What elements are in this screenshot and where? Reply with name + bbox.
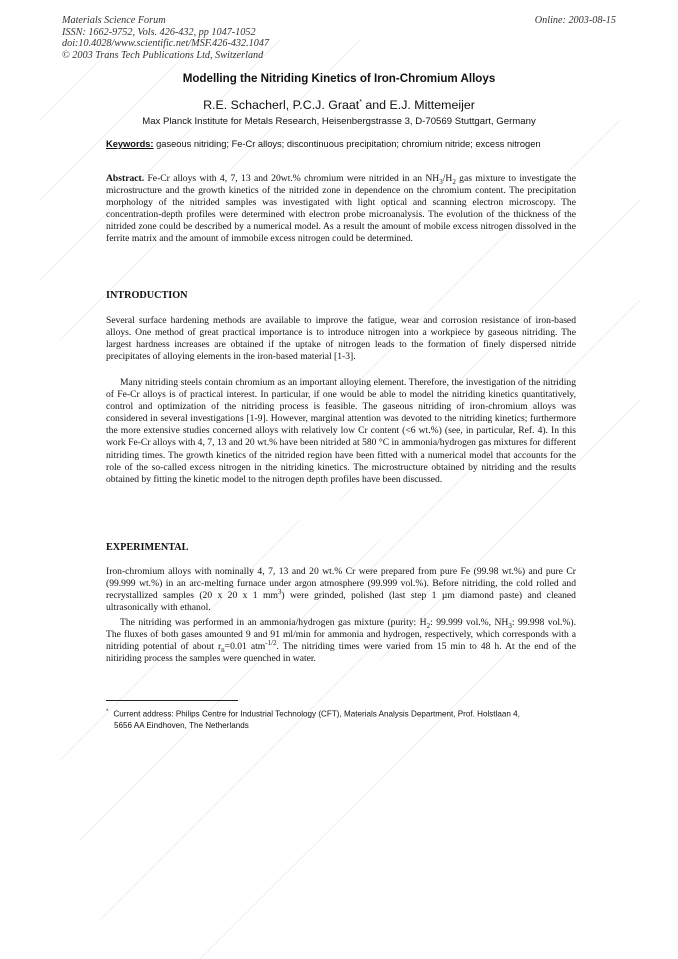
paper-title: Modelling the Nitriding Kinetics of Iron-Chromium Alloys bbox=[182, 72, 496, 85]
author-names: R.E. Schacherl, P.C.J. Graat bbox=[203, 98, 360, 112]
journal-name: Materials Science Forum bbox=[62, 15, 166, 26]
abstract-sub-1: 3 bbox=[439, 177, 443, 186]
footnote-line-2: 5656 AA Eindhoven, The Netherlands bbox=[114, 720, 249, 730]
introduction-heading: INTRODUCTION bbox=[106, 290, 188, 301]
exp2-text-c: : 99.998 vol.%). The fluxes of both gases amounted 9 and 91 ml/min for ammonia and hydrogen, respectively, which corresponds with a nitriding potential of about r bbox=[106, 617, 576, 653]
abstract-label: Abstract. bbox=[106, 173, 145, 184]
footnote-line-1: Current address: Philips Centre for Industrial Technology (CFT), Materials Analysis Department, Prof. Holstlaan 4, bbox=[113, 709, 520, 719]
author-list bbox=[0, 98, 678, 112]
footnote bbox=[106, 707, 576, 731]
keywords-block bbox=[106, 138, 576, 150]
exp1-text-a: Iron-chromium alloys with nominally 4, 7, 13 and 20 wt.% Cr were prepared from pure Fe (99.98 wt.%) and pure Cr (99.999 wt.%) in an arc-melting furnace under argon atmosphere (99.999 vol.%). Before nitriding, the cold rolled and recrystallized samples (20 x 20 x 1 mm bbox=[106, 566, 576, 602]
experimental-paragraph-1 bbox=[106, 566, 576, 614]
footnote-divider bbox=[106, 700, 238, 701]
author-footnote-mark: * bbox=[359, 98, 362, 106]
copyright-line: © 2003 Trans Tech Publications Ltd, Switzerland bbox=[62, 49, 264, 61]
keywords-text: gaseous nitriding; Fe-Cr alloys; discontinuous precipitation; chromium nitride; excess nitrogen bbox=[153, 139, 541, 149]
introduction-paragraph-1: Several surface hardening methods are available to improve the fatigue, wear and corrosion resistance of iron-based alloys. One method of great practical importance is to introduce nitrogen into a workpiece by gaseous nitriding. The largest hardness increases are obtained if the uptake of nitrogen leads to the formation of finely dispersed nitride precipitates of alloying elements in the iron-based material [1-3]. bbox=[106, 315, 576, 363]
online-date: Online: 2003-08-15 bbox=[534, 15, 616, 26]
exp2-sub-3: n bbox=[221, 646, 225, 655]
exp2-sub-1: 2 bbox=[426, 621, 431, 630]
abstract-text-1: Fe-Cr alloys with 4, 7, 13 and 20wt.% chromium were nitrided in an NH bbox=[144, 173, 440, 184]
abstract-text-2: /H bbox=[442, 173, 453, 184]
experimental-heading: EXPERIMENTAL bbox=[106, 542, 189, 553]
abstract bbox=[106, 173, 576, 246]
affiliation: Max Planck Institute for Metals Research, Heisenbergstrasse 3, D-70569 Stuttgart, Germany bbox=[142, 116, 536, 127]
author-names-rest: and E.J. Mittemeijer bbox=[361, 98, 475, 112]
abstract-text-3: gas mixture to investigate the microstructure and the growth kinetics of the nitrided zone in dependence on the chromium content. The precipitation morphology of the nitrided samples was investigated with light optical and scanning electron microscopy. The concentration-depth profiles were determined with electron probe microanalysis. The evolution of the thickness of the nitrided zone could be described by a numerical model. As a result the amount of mobile excess nitrogen dissolved in the ferrite matrix and the amount of immobile excess nitrogen could be determined. bbox=[106, 173, 576, 245]
exp1-sup: 3 bbox=[277, 588, 282, 596]
exp2-sup: -1/2 bbox=[265, 639, 277, 647]
exp2-text-e: . The nitriding times were varied from 15 min to 48 h. At the end of the nitiriding process the samples were quenched in water. bbox=[106, 641, 576, 665]
experimental-paragraph-2 bbox=[106, 617, 576, 665]
issn-line: ISSN: 1662-9752, Vols. 426-432, pp 1047-1052 bbox=[62, 26, 256, 38]
exp2-text-b: : 99.999 vol.%, NH bbox=[430, 617, 509, 628]
exp2-text-a: The nitriding was performed in an ammonia/hydrogen gas mixture (purity: H bbox=[120, 617, 427, 628]
keywords-label: Keywords: bbox=[106, 139, 154, 149]
doi-line: doi:10.4028/www.scientific.net/MSF.426-432.1047 bbox=[62, 38, 270, 50]
footnote-mark: * bbox=[106, 709, 109, 715]
introduction-paragraph-2: Many nitriding steels contain chromium as an important alloying element. Therefore, the investigation of the nitriding of Fe-Cr alloys is of practical interest. In particular, if one would be able to model the nitriding kinetics quantitatively, control and optimization of the nitriding process is feasible. The gaseous nitriding of iron-chromium alloys was considered in several investigations [1-9]. However, marginal attention was devoted to the nitriding kinetics; furthermore the more extensive studies concerned alloys with relatively low Cr content (<6 wt.%) (see, in particular, Ref. 4). In this work Fe-Cr alloys with 4, 7, 13 and 20 wt.% have been nitrided at 580 °C in ammonia/hydrogen gas mixtures for different nitriding times. The growth kinetics of the nitrided region have been fitted with a numerical model that accounts for the role of the so-called excess nitrogen in the nitriding kinetics. The microstructure obtained by nitriding and the results obtained by fitting the kinetic model to the nitrogen depth profiles have been discussed. bbox=[106, 377, 576, 485]
journal-header bbox=[62, 15, 269, 61]
abstract-sub-2: 2 bbox=[452, 177, 456, 186]
exp2-text-d: =0.01 atm bbox=[224, 641, 266, 653]
exp1-text-b: ) were grinded, polished (last step 1 µm diamond paste) and cleaned ultrasonically with ethanol. bbox=[106, 590, 576, 614]
exp2-sub-2: 3 bbox=[508, 621, 512, 630]
